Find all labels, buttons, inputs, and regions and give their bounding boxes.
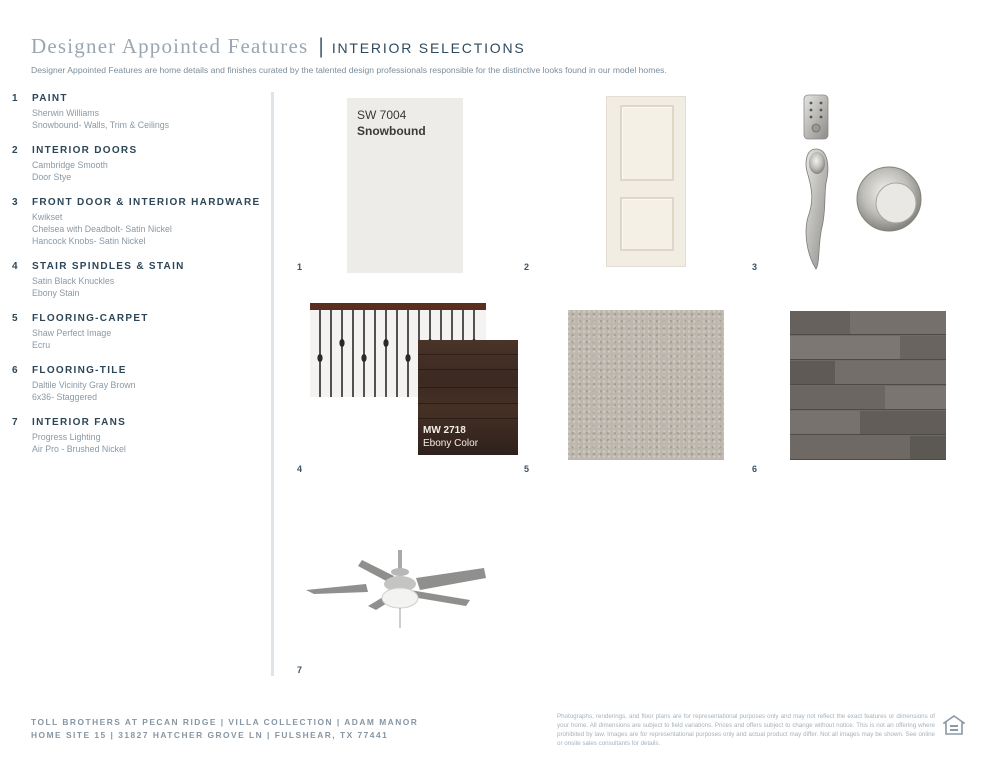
feature-detail: Chelsea with Deadbolt- Satin Nickel [32, 224, 172, 234]
header [31, 34, 961, 75]
stain-swatch [418, 340, 518, 455]
feature-detail: Sherwin Williams [32, 108, 99, 118]
page-title: Designer Appointed Features [31, 34, 309, 58]
feature-detail: Daltile Vicinity Gray Brown [32, 380, 136, 390]
feature-number: 3 [12, 197, 18, 208]
feature-number: 2 [12, 145, 18, 156]
image-number: 3 [752, 262, 758, 272]
carpet-swatch [568, 310, 724, 460]
stain-code: MW 2718 [423, 425, 466, 436]
door-image [606, 96, 686, 267]
deadbolt-keypad-icon [804, 95, 828, 139]
stain-name: Ebony Color [423, 438, 479, 449]
feature-detail: Air Pro - Brushed Nickel [32, 444, 126, 454]
footer-address [31, 716, 418, 742]
feature-title: FRONT DOOR & INTERIOR HARDWARE [32, 197, 261, 208]
door-hardware-image [796, 93, 931, 271]
feature-detail: Ecru [32, 340, 51, 350]
door-upper-panel [620, 105, 674, 181]
feature-item-paint [12, 93, 262, 131]
ceiling-fan-image [306, 548, 488, 640]
feature-title: STAIR SPINDLES & STAIN [32, 261, 185, 272]
disclaimer: Photographs, renderings, and floor plans are for representational purposes only and may not reflect the exact features or dimensions of your home. All dimensions are subject to field variations. Prices and offers subject to change without notice. This is not an offering where prohibited by law. Images are for representational purposes only and actual product may differ. Not all images may be shown. See online or onsite sales consultants for details. [557, 713, 935, 747]
footer-community: TOLL BROTHERS AT PECAN RIDGE | VILLA COLLECTION | ADAM MANOR [31, 717, 419, 727]
feature-title: PAINT [32, 93, 68, 104]
intro-text: Designer Appointed Features are home details and finishes curated by the talented design professionals responsible for the distinctive looks found in our model homes. [31, 65, 667, 75]
paint-swatch [347, 98, 463, 273]
feature-detail: 6x36- Staggered [32, 392, 98, 402]
image-number: 5 [524, 464, 530, 474]
door-lower-panel [620, 197, 674, 251]
feature-title: INTERIOR FANS [32, 417, 127, 428]
feature-detail: Ebony Stain [32, 288, 80, 298]
feature-title: FLOORING-TILE [32, 365, 127, 376]
feature-item-carpet [12, 313, 262, 351]
paint-code: SW 7004 [357, 108, 407, 122]
title-separator: | [318, 35, 324, 58]
image-number: 1 [297, 262, 303, 272]
feature-item-interior-doors [12, 145, 262, 183]
title-row [31, 34, 961, 59]
image-number: 4 [297, 464, 303, 474]
feature-item-hardware [12, 197, 262, 247]
feature-item-tile [12, 365, 262, 403]
tile-floor-swatch [790, 311, 946, 460]
feature-number: 7 [12, 417, 18, 428]
feature-number: 4 [12, 261, 18, 272]
feature-list [12, 93, 262, 469]
handleset-icon [806, 149, 828, 269]
feature-number: 6 [12, 365, 18, 376]
paint-name: Snowbound [357, 124, 426, 138]
image-number: 6 [752, 464, 758, 474]
feature-detail: Door Stye [32, 172, 72, 182]
knob-icon [857, 167, 921, 231]
feature-detail: Progress Lighting [32, 432, 101, 442]
image-number: 7 [297, 665, 303, 675]
feature-detail: Kwikset [32, 212, 63, 222]
equal-housing-opportunity-icon [943, 714, 965, 736]
footer-homesite: HOME SITE 15 | 31827 HATCHER GROVE LN | FULSHEAR, TX 77441 [31, 730, 389, 740]
page-subtitle: INTERIOR SELECTIONS [331, 40, 526, 56]
feature-detail: Snowbound- Walls, Trim & Ceilings [32, 120, 170, 130]
image-number: 2 [524, 262, 530, 272]
feature-detail: Satin Black Knuckles [32, 276, 115, 286]
feature-detail: Hancock Knobs- Satin Nickel [32, 236, 146, 246]
feature-item-stair [12, 261, 262, 299]
feature-number: 1 [12, 93, 18, 104]
feature-number: 5 [12, 313, 18, 324]
vertical-divider [271, 92, 274, 676]
feature-detail: Cambridge Smooth [32, 160, 108, 170]
feature-title: INTERIOR DOORS [32, 145, 138, 156]
feature-title: FLOORING-CARPET [32, 313, 149, 324]
feature-detail: Shaw Perfect Image [32, 328, 112, 338]
feature-item-fans [12, 417, 262, 455]
